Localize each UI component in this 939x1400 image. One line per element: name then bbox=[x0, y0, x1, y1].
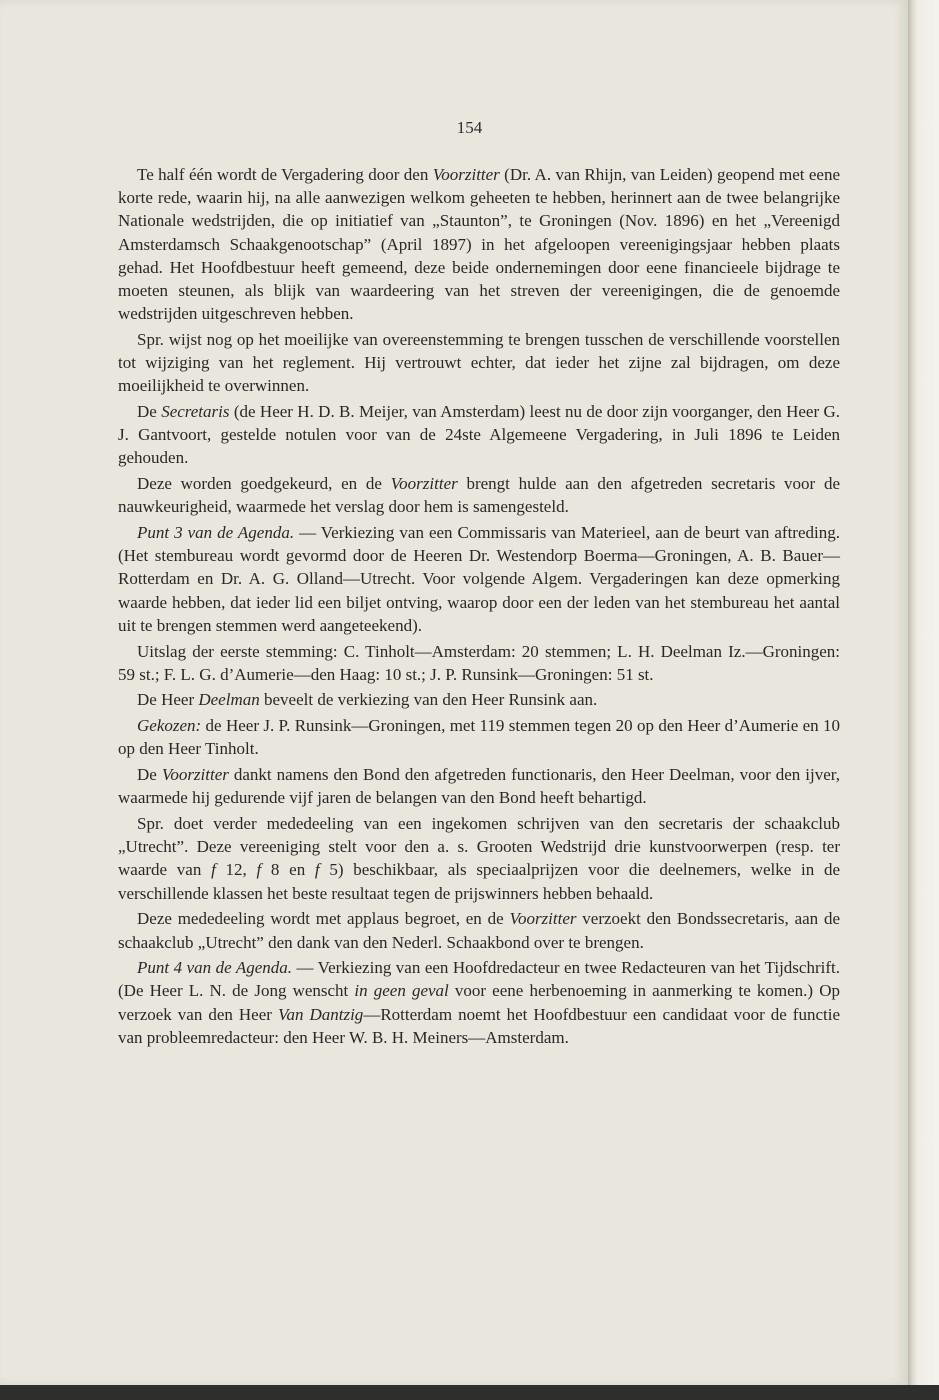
text-run: Deze mededeeling wordt met applaus begroet, en de bbox=[137, 909, 510, 929]
text-run: beveelt de verkiezing van den Heer Runsink aan. bbox=[259, 690, 598, 710]
page-number: 154 bbox=[456, 118, 483, 137]
text-run: 5) beschikbaar, als speciaalprijzen voor die deelnemers, welke in de verschillende klassen het beste resultaat tegen de prijswinners hebben behaald. bbox=[118, 860, 841, 903]
text-run: voor eene herbenoeming in aanmerking te komen.) Op verzoek van den Heer bbox=[118, 981, 840, 1024]
italic-run: in geen geval bbox=[354, 981, 449, 1001]
text-run: Te half één wordt de Vergadering door den bbox=[137, 165, 433, 184]
italic-run: Punt 3 van de Agenda. bbox=[137, 523, 295, 543]
italic-run: Voorzitter bbox=[432, 165, 500, 184]
text-run: —Rotterdam noemt het Hoofdbestuur een candidaat voor de functie van probleemredacteur: den Heer W. B. H. Meiners—Amsterdam. bbox=[118, 1004, 840, 1047]
text-run: Spr. wijst nog op het moeilijke van overeenstemming te brengen tusschen de verschillende voorstellen tot wijziging van het reglement. Hij vertrouwt echter, dat ieder het zijne zal bijdragen, om deze moeilijkheid te overwinnen. bbox=[118, 329, 840, 396]
body-text bbox=[118, 163, 840, 1052]
paragraph bbox=[118, 521, 840, 637]
text-run: verzoekt den Bondssecretaris, aan de schaakclub „Utrecht” den dank van den Nederl. Schaakbond over te brengen. bbox=[118, 909, 841, 952]
paragraph bbox=[118, 812, 840, 905]
italic-run: Gekozen: bbox=[137, 716, 202, 736]
paragraph bbox=[118, 640, 840, 686]
text-run: Deze worden goedgekeurd, en de bbox=[137, 474, 391, 494]
text-run: De bbox=[137, 765, 162, 785]
italic-run: Voorzitter bbox=[509, 909, 577, 929]
text-run: Spr. doet verder mededeeling van een ingekomen schrijven van den secretaris der schaakclub „Utrecht”. Deze vereeniging stelt voor den a. s. Grooten Wedstrijd drie kunstvoorwerpen (resp. ter waarde van bbox=[118, 813, 840, 880]
text-run: De Heer bbox=[137, 690, 199, 710]
italic-run: Voorzitter bbox=[161, 765, 229, 785]
text-run: (Dr. A. van Rhijn, van Leiden) geopend met eene korte rede, waarin hij, na alle aanwezigen welkom geheeten te hebben, herinnert aan de twee belangrijke Nationale wedstrijden, die op initiatief van „Staunton”, te Groningen (Nov. 1896) en het „Vereenigd Amsterdamsch Schaakgenootschap” (April 1897) in het afgeloopen vereenigingsjaar hebben plaats gehad. Het Hoofdbestuur heeft gemeend, deze beide ondernemingen door eene financieele bijdrage te moeten steunen, als blijk van waardeering van het streven der vereenigingen, die de genoemde wedstrijden uitgeschreven hebben. bbox=[118, 165, 840, 324]
paragraph bbox=[118, 763, 840, 809]
text-run: — Verkiezing van een Commissaris van Materieel, aan de beurt van aftreding. (Het stembureau wordt gevormd door de Heeren Dr. Westendorp Boerma—Groningen, A. B. Bauer—Rotterdam en Dr. A. G. Olland—Utrecht. Voor volgende Algem. Vergaderingen kan deze opmerking waarde hebben, dat ieder lid een biljet ontving, waarop door een der leden van het stembureau het aantal uit te brengen stemmen werd aangeteekend). bbox=[118, 523, 840, 635]
italic-run: Van Dantzig bbox=[277, 1004, 364, 1024]
italic-run: f bbox=[211, 860, 216, 880]
italic-run: Secretaris bbox=[161, 402, 230, 422]
text-run: 12, bbox=[215, 860, 257, 880]
paragraph bbox=[118, 400, 840, 470]
paragraph bbox=[118, 714, 840, 760]
text-run: brengt hulde aan den afgetreden secretaris voor de nauwkeurigheid, waarmede het verslag door hem is samengesteld. bbox=[118, 474, 840, 517]
paragraph bbox=[118, 328, 840, 398]
scan-border bbox=[0, 1385, 939, 1400]
paragraph bbox=[118, 688, 840, 711]
text-run: de Heer J. P. Runsink—Groningen, met 119 stemmen tegen 20 op den Heer d’Aumerie en 10 op den Heer Tinholt. bbox=[118, 716, 840, 759]
italic-run: Deelman bbox=[198, 690, 260, 710]
paragraph bbox=[118, 907, 840, 953]
paragraph bbox=[118, 163, 840, 325]
italic-run: f bbox=[314, 860, 320, 880]
text-run: Uitslag der eerste stemming: C. Tinholt—Amsterdam: 20 stemmen; L. H. Deelman Iz.—Groningen: 59 st.; F. L. G. d’Aumerie—den Haag: 10 st.; J. P. Runsink—Groningen: 51 st. bbox=[118, 641, 840, 684]
italic-run: Voorzitter bbox=[390, 474, 458, 494]
italic-run: f bbox=[256, 860, 262, 880]
paragraph bbox=[118, 472, 840, 518]
text-run: (de Heer H. D. B. Meijer, van Amsterdam) leest nu de door zijn voorganger, den Heer G. J. Gantvoort, gestelde notulen voor van de 24ste Algemeene Vergadering, in Juli 1896 te Leiden gehouden. bbox=[118, 402, 840, 468]
text-run: 8 en bbox=[261, 860, 315, 880]
text-run: De bbox=[137, 402, 162, 422]
italic-run: Punt 4 van de Agenda. bbox=[137, 958, 293, 978]
page-edge bbox=[908, 0, 939, 1400]
paragraph bbox=[118, 956, 840, 1049]
text-run: dankt namens den Bond den afgetreden functionaris, den Heer Deelman, voor den ijver, waarmede hij gedurende vijf jaren de belangen van den Bond heeft behartigd. bbox=[118, 765, 841, 808]
text-run: — Verkiezing van een Hoofdredacteur en twee Redacteuren van het Tijdschrift. (De Heer L. N. de Jong wenscht bbox=[118, 958, 840, 1001]
